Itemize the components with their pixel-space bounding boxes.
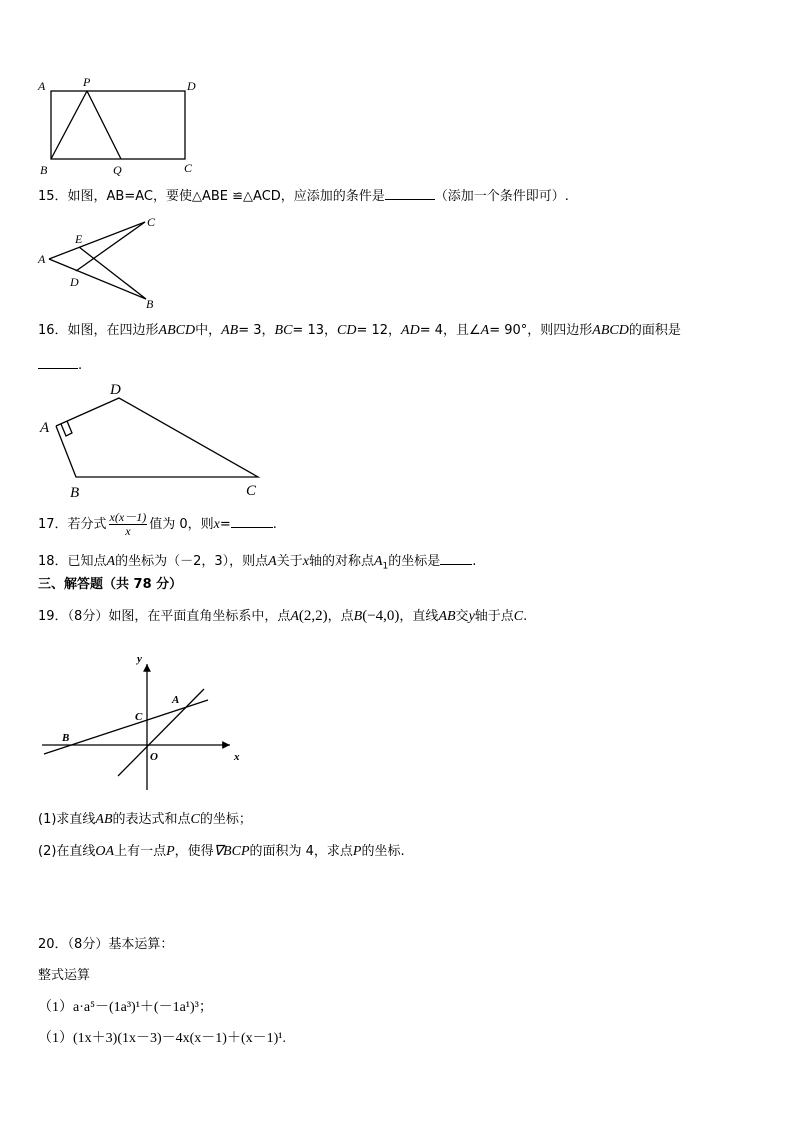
- q19-mid1: ，点: [327, 609, 354, 624]
- q19-2-mid1: 上有一点: [114, 844, 167, 859]
- label-y: y: [137, 653, 142, 665]
- q19-2-mid2: ，使得: [174, 844, 214, 859]
- question-19-part2: [38, 844, 405, 860]
- q16-ad: AD: [401, 323, 420, 338]
- q16-ab: AB: [221, 323, 239, 338]
- label-A: A: [172, 694, 180, 706]
- q19-prefix: 19．（8分）如图，在平面直角坐标系中，点: [38, 609, 291, 624]
- q18-a1: A: [373, 554, 383, 569]
- q17-end: .: [272, 517, 277, 532]
- q17-var: x: [213, 517, 220, 532]
- q16-bc: BC: [274, 323, 293, 338]
- q18-suffix: 的坐标是: [388, 554, 441, 569]
- label-D: D: [187, 79, 196, 93]
- q17-prefix: 17．若分式: [38, 517, 107, 532]
- q19-b: B: [353, 609, 363, 624]
- label-B: B: [146, 297, 154, 311]
- q17-numerator: x(x－1): [109, 510, 147, 524]
- question-19-part1: [38, 812, 252, 828]
- question-20-part2: （1）(1x＋3)(1x－3)－4x(x－1)＋(x－1)¹.: [38, 1031, 286, 1046]
- label-B: B: [40, 163, 48, 177]
- q19-b-coord: (−4,0): [362, 608, 400, 624]
- q19-a: A: [290, 609, 299, 624]
- label-P: P: [83, 75, 91, 89]
- q16-v1: = 3，: [238, 323, 275, 338]
- q19-ab: AB: [438, 609, 456, 624]
- label-D: D: [110, 382, 121, 398]
- q15-suffix: （添加一个条件即可）.: [434, 189, 569, 204]
- label-C: C: [135, 711, 143, 723]
- label-B: B: [70, 485, 80, 501]
- q16-suffix: 的面积是: [628, 323, 681, 338]
- q19-2-p: P: [166, 844, 175, 859]
- q16-v5: = 90°，则四边形: [489, 323, 593, 338]
- label-C: C: [246, 483, 257, 499]
- section-3-heading: 三、解答题（共 78 分）: [38, 577, 183, 592]
- q16-cd: CD: [337, 323, 357, 338]
- q19-1-mid: 的表达式和点: [112, 812, 191, 827]
- label-C: C: [184, 161, 193, 175]
- label-C: C: [147, 215, 156, 229]
- line-oa: [118, 689, 204, 776]
- q19-y: y: [468, 609, 475, 624]
- q19-1-ab: AB: [95, 812, 113, 827]
- q18-a: A: [106, 554, 116, 569]
- q18-a2: A: [268, 554, 277, 569]
- q19-2-p2: P: [352, 844, 362, 859]
- question-20-title: 20．（8分）基本运算：: [38, 937, 174, 952]
- q19-mid2: ，直线: [399, 609, 439, 624]
- q16-v3: = 12，: [356, 323, 402, 338]
- q19-mid3: 交: [455, 609, 469, 624]
- q18-mid1: 的坐标为（－2，3），则点: [115, 554, 269, 569]
- label-Q: Q: [113, 163, 122, 177]
- q18-mid3: 轴的对称点: [308, 554, 374, 569]
- label-E: E: [75, 232, 83, 246]
- question-20-part1: （1）a·a⁵－(1a³)¹＋(－1a¹)³；: [38, 1000, 213, 1015]
- q19-mid4: 轴于点: [474, 609, 514, 624]
- q19-2-triangle: ∇BCP: [213, 844, 250, 859]
- q19-2-suffix: 的坐标.: [361, 844, 405, 859]
- q19-1-prefix: (1)求直线: [38, 812, 96, 827]
- q19-1-c: C: [190, 812, 200, 827]
- q16-quad2: ABCD: [592, 323, 629, 338]
- q17-eq: =: [219, 517, 231, 532]
- q19-2-prefix: (2)在直线: [38, 844, 96, 859]
- label-x: x: [234, 751, 240, 763]
- q16-prefix: 16．如图，在四边形: [38, 323, 159, 338]
- q19-c: C: [513, 609, 524, 624]
- label-O: O: [150, 751, 158, 763]
- q16-mid1: 中，: [195, 323, 222, 338]
- q18-end: .: [472, 554, 477, 569]
- label-A: A: [40, 420, 50, 436]
- q16-quad: ABCD: [158, 323, 196, 338]
- label-D: D: [70, 275, 79, 289]
- label-A: A: [38, 79, 46, 93]
- line-ab: [44, 700, 208, 754]
- q16-v2: = 13，: [292, 323, 337, 338]
- label-A: A: [38, 252, 46, 266]
- question-20-subtitle: 整式运算: [38, 968, 91, 983]
- q19-2-mid3: 的面积为 4，求点: [249, 844, 353, 859]
- q18-mid2: 关于: [276, 554, 303, 569]
- q16-v4: = 4，且∠: [419, 323, 481, 338]
- label-B: B: [62, 732, 70, 744]
- q15-text: 15．如图，AB=AC，要使△ABE ≌△ACD，应添加的条件是: [38, 189, 385, 204]
- q19-a-coord: (2,2): [298, 608, 328, 624]
- q18-sub1: 1: [382, 561, 389, 572]
- q18-prefix: 18．已知点: [38, 554, 107, 569]
- q17-denominator: x: [125, 524, 131, 538]
- q19-end: .: [523, 609, 528, 624]
- q16-angle: A: [480, 323, 490, 338]
- q18-x: x: [302, 554, 309, 569]
- q17-mid: 值为 0，则: [149, 517, 214, 532]
- q19-2-oa: OA: [95, 844, 115, 859]
- q16-end: .: [78, 358, 83, 373]
- q19-1-suffix: 的坐标；: [199, 812, 252, 827]
